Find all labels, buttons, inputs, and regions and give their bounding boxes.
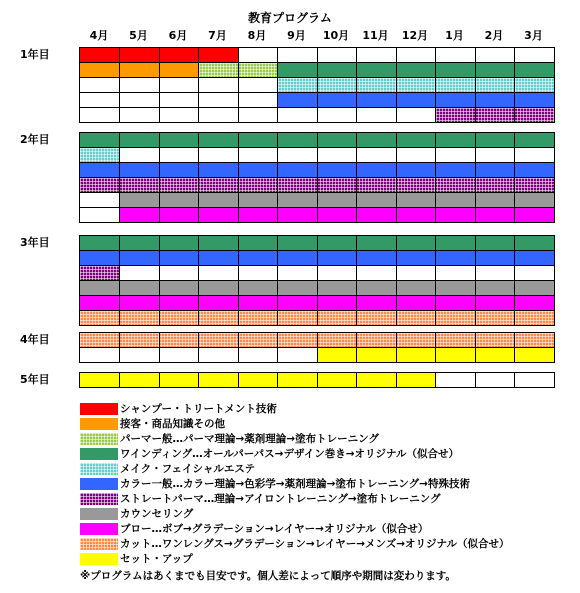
schedule-bar xyxy=(120,193,555,207)
month-label: 5月 xyxy=(129,29,148,42)
month-divider xyxy=(475,373,476,387)
legend-label: ブロー…ボブ→グラデーション→レイヤー→オリジナル（似合せ） xyxy=(120,523,429,535)
month-divider xyxy=(356,48,357,122)
month-divider xyxy=(356,236,357,325)
month-label: 10月 xyxy=(322,29,350,42)
schedule-bar xyxy=(80,148,120,162)
footnote: ※プログラムはあくまでも目安です。個人差によって順序や期間は変わります。 xyxy=(80,570,456,582)
legend-swatch xyxy=(80,523,118,535)
month-divider xyxy=(119,333,120,362)
month-divider xyxy=(514,333,515,362)
year-schedule-grid xyxy=(79,332,555,363)
month-divider xyxy=(159,236,160,325)
legend-label: ワインディング…オールパーパス→デザイン巻き→オリジナル（似合せ） xyxy=(120,448,459,460)
month-divider xyxy=(277,236,278,325)
schedule-bar xyxy=(80,373,436,387)
month-divider xyxy=(435,236,436,325)
month-divider xyxy=(475,133,476,222)
month-divider xyxy=(198,333,199,362)
schedule-bar xyxy=(80,266,120,280)
legend-swatch xyxy=(80,538,118,550)
month-divider xyxy=(475,333,476,362)
month-divider xyxy=(277,133,278,222)
schedule-bar xyxy=(278,63,555,77)
legend-swatch xyxy=(80,463,118,475)
month-label: 6月 xyxy=(168,29,188,42)
month-divider xyxy=(396,333,397,362)
month-divider xyxy=(435,48,436,122)
month-label: 11月 xyxy=(362,29,389,42)
month-divider xyxy=(198,48,199,122)
year-schedule-grid xyxy=(79,235,555,326)
year-schedule-grid xyxy=(79,372,555,388)
month-divider xyxy=(435,333,436,362)
legend-swatch xyxy=(80,433,118,445)
page-title: 教育プログラム xyxy=(248,11,332,25)
month-label: 8月 xyxy=(247,29,267,42)
month-divider xyxy=(238,333,239,362)
schedule-bar xyxy=(278,78,555,92)
month-divider xyxy=(238,48,239,122)
month-divider xyxy=(159,333,160,362)
month-label: 2月 xyxy=(484,29,504,42)
month-divider xyxy=(317,373,318,387)
month-divider xyxy=(238,373,239,387)
month-label: 9月 xyxy=(287,29,306,42)
legend-label: セット・アップ xyxy=(120,553,193,565)
month-divider xyxy=(198,236,199,325)
month-divider xyxy=(119,236,120,325)
month-divider xyxy=(317,333,318,362)
legend-swatch xyxy=(80,448,118,460)
legend-swatch xyxy=(80,478,118,490)
legend-swatch xyxy=(80,508,118,520)
month-divider xyxy=(317,236,318,325)
legend-label: カラー一般…カラー理論→色彩学→薬剤理論→塗布トレーニング→特殊技術 xyxy=(120,478,470,490)
month-divider xyxy=(317,133,318,222)
month-divider xyxy=(159,373,160,387)
month-divider xyxy=(159,48,160,122)
month-divider xyxy=(119,133,120,222)
schedule-bar xyxy=(278,93,555,107)
month-label: 12月 xyxy=(401,29,429,42)
legend-label: パーマー般…パーマ理論→薬剤理論→塗布トレーニング xyxy=(120,433,379,445)
legend-swatch xyxy=(80,403,118,415)
year-label: 4年目 xyxy=(20,333,50,346)
month-divider xyxy=(356,373,357,387)
month-divider xyxy=(356,133,357,222)
month-divider xyxy=(238,133,239,222)
legend-label: ストレートパーマ…理論→アイロントレーニング→塗布トレーニング xyxy=(120,493,441,505)
month-divider xyxy=(514,236,515,325)
month-label: 1月 xyxy=(445,29,464,42)
legend-label: カット…ワンレングス→グラデーション→レイヤー→メンズ→オリジナル（似合せ） xyxy=(120,538,510,550)
year-label: 1年目 xyxy=(20,48,50,61)
legend-label: メイク・フェイシャルエステ xyxy=(120,463,256,475)
month-divider xyxy=(159,133,160,222)
year-label: 5年目 xyxy=(20,373,50,386)
month-divider xyxy=(475,236,476,325)
legend-swatch xyxy=(80,493,118,505)
year-label: 3年目 xyxy=(20,236,50,249)
month-divider xyxy=(514,48,515,122)
month-divider xyxy=(396,48,397,122)
month-label: 3月 xyxy=(524,29,543,42)
legend-label: カウンセリング xyxy=(120,508,194,520)
schedule-bar xyxy=(436,108,555,122)
month-divider xyxy=(277,373,278,387)
month-divider xyxy=(396,373,397,387)
schedule-bar xyxy=(120,208,555,222)
month-divider xyxy=(277,48,278,122)
month-divider xyxy=(396,133,397,222)
month-label: 7月 xyxy=(208,29,227,42)
month-label: 4月 xyxy=(89,29,109,42)
month-divider xyxy=(396,236,397,325)
month-divider xyxy=(119,373,120,387)
month-divider xyxy=(198,373,199,387)
legend-swatch xyxy=(80,553,118,565)
month-divider xyxy=(198,133,199,222)
legend-swatch xyxy=(80,418,118,430)
month-divider xyxy=(317,48,318,122)
month-divider xyxy=(277,333,278,362)
legend-label: シャンプー・トリートメント技術 xyxy=(120,403,277,415)
month-divider xyxy=(514,133,515,222)
year-schedule-grid xyxy=(79,132,555,223)
month-divider xyxy=(435,373,436,387)
month-divider xyxy=(435,133,436,222)
month-divider xyxy=(356,333,357,362)
month-divider xyxy=(119,48,120,122)
month-divider xyxy=(238,236,239,325)
month-divider xyxy=(514,373,515,387)
year-label: 2年目 xyxy=(20,133,50,146)
year-schedule-grid xyxy=(79,47,555,123)
schedule-bar xyxy=(80,63,199,77)
legend-label: 接客・商品知識その他 xyxy=(120,418,225,430)
month-divider xyxy=(475,48,476,122)
